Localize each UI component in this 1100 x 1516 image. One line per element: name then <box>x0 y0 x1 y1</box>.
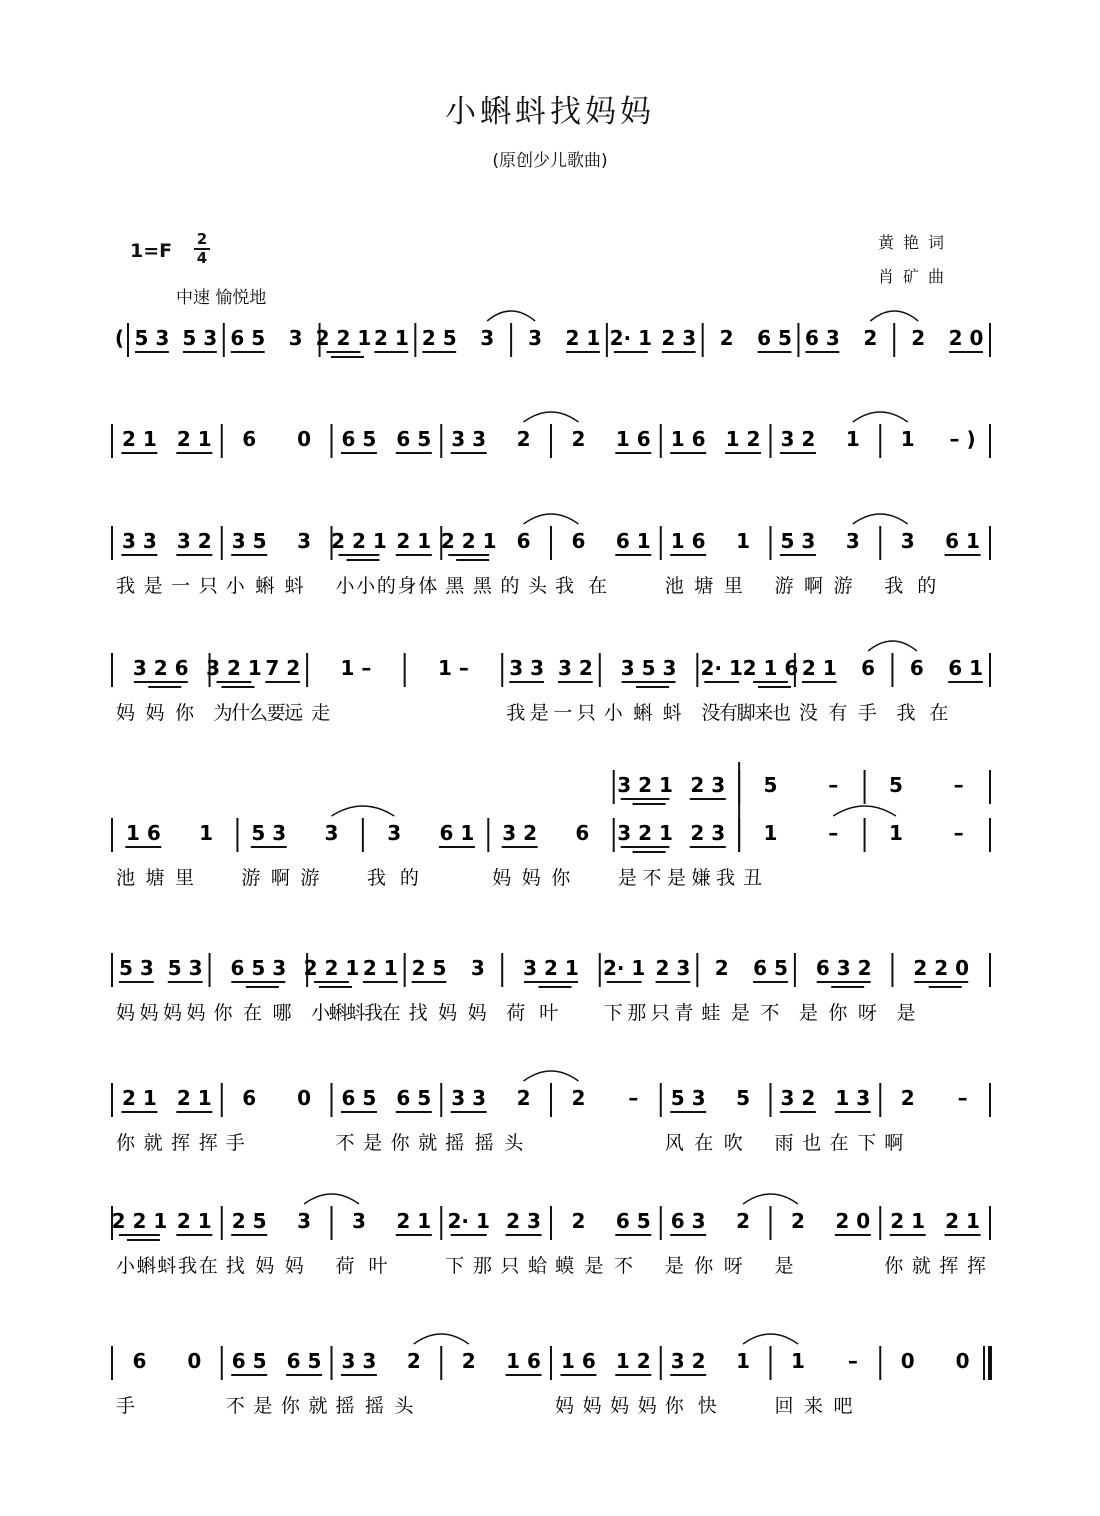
lyric-text: 摇摇头 <box>335 1395 414 1417</box>
beat-notes: – <box>628 1086 639 1110</box>
beat-notes: 3 <box>900 529 915 553</box>
beat-notes: 5 <box>888 773 903 797</box>
lyric-text: 我的 <box>884 575 937 597</box>
beat-notes: 1 <box>736 529 751 553</box>
beat-notes: 1 2 <box>615 1349 651 1373</box>
beat-notes: 2 2 0 <box>913 956 970 980</box>
lyric-text: 为什么要远 <box>213 702 304 724</box>
beat-notes: – ) <box>949 427 976 451</box>
beat-notes: 0 <box>900 1349 915 1373</box>
tie-arc <box>524 514 579 524</box>
beat-notes: 2 <box>714 956 729 980</box>
beat-notes: 6 5 <box>231 1349 267 1373</box>
tie-arc <box>743 1194 798 1204</box>
beat-notes: 6 3 <box>670 1209 706 1233</box>
lyric-text: 妈妈妈妈 <box>555 1395 657 1417</box>
beat-notes: 2 <box>516 427 531 451</box>
beat-notes: 2 1 <box>396 1209 432 1233</box>
lyric-text: 我的 <box>366 867 419 889</box>
beat-notes: 1 – <box>437 656 469 680</box>
beat-notes: 2 3 <box>655 956 691 980</box>
beat-notes: 2 2 1 <box>331 529 387 553</box>
beat-notes: 6 1 <box>945 529 980 553</box>
lyric-text: 小小的身体 <box>335 575 438 597</box>
lyric-text: 摇摇头 <box>445 1132 524 1154</box>
beat-notes: 2 1 <box>122 1086 157 1110</box>
beat-notes: 6 3 <box>804 326 840 350</box>
beat-notes: – <box>828 821 839 845</box>
lyric-text: 是你呀 <box>664 1255 743 1277</box>
beat-notes: 1 <box>736 1349 751 1373</box>
beat-notes: 1 3 <box>835 1086 871 1110</box>
beat-notes: 2 <box>736 1209 751 1233</box>
beat-notes: 2 1 <box>176 1086 212 1110</box>
beat-notes: 5 <box>736 1086 751 1110</box>
beat-notes: 2 5 <box>231 1209 267 1233</box>
lyric-text: 没有脚来也 <box>701 702 791 724</box>
lyric-text: 小蝌蚪 <box>225 575 304 597</box>
beat-notes: 3 2 1 <box>617 773 673 797</box>
beat-notes: 6 5 <box>341 427 377 451</box>
beat-notes: 3 2 1 <box>206 656 262 680</box>
beat-notes: 6 5 <box>396 1086 432 1110</box>
lyric-text: 你快 <box>664 1395 717 1417</box>
tie-arc <box>524 1071 579 1081</box>
time-signature-top: 2 <box>196 230 208 248</box>
composer-credit: 肖矿曲 <box>878 267 954 286</box>
beat-notes: 3 <box>387 821 402 845</box>
lyric-text: 回来吧 <box>774 1395 853 1417</box>
lyric-text: 我在 <box>896 702 949 724</box>
beat-notes: – <box>847 1349 858 1373</box>
lyric-text: 丑 <box>743 867 763 889</box>
beat-notes: 2 1 <box>565 326 601 350</box>
beat-notes: 3 2 1 <box>617 821 673 845</box>
beat-notes: 2 <box>571 1086 586 1110</box>
beat-notes: 3 <box>470 956 485 980</box>
lyric-text: 雨也在下 <box>774 1132 877 1154</box>
lyric-text: 黑黑的头 <box>445 575 547 597</box>
beat-notes: 1 6 <box>670 427 706 451</box>
beat-notes: 2 1 <box>122 427 157 451</box>
beat-notes: 6 5 <box>753 956 788 980</box>
beat-notes: 3 <box>297 529 312 553</box>
beat-notes: 2 2 1 <box>440 529 497 553</box>
beat-notes: 2 <box>461 1349 476 1373</box>
beat-notes: 2 1 <box>945 1209 980 1233</box>
beat-notes: 6 5 <box>341 1086 377 1110</box>
beat-notes: 2 3 <box>690 821 726 845</box>
beat-notes: 2 5 <box>411 956 447 980</box>
beat-notes: 5 <box>763 773 778 797</box>
beat-notes: 3 5 3 <box>620 656 677 680</box>
beat-notes: 6 5 <box>615 1209 651 1233</box>
beat-notes: 2 0 <box>835 1209 871 1233</box>
beat-notes: 3 <box>351 1209 366 1233</box>
beat-notes: 3 <box>845 529 860 553</box>
beat-notes: 6 <box>242 1086 257 1110</box>
beat-notes: 1 6 <box>125 821 161 845</box>
beat-notes: 6 <box>909 656 924 680</box>
beat-notes: 3 3 <box>122 529 157 553</box>
beat-notes: 2 2 1 <box>315 326 372 350</box>
beat-notes: 1 <box>199 821 214 845</box>
beat-notes: 2 2 1 <box>303 956 360 980</box>
tie-arc <box>414 1334 469 1344</box>
lyric-text: 我在 <box>555 575 607 597</box>
lyric-text: 我是一只 <box>506 702 596 724</box>
lyric-text: 是 <box>774 1255 794 1277</box>
beat-notes: 2 3 <box>661 326 697 350</box>
beat-notes: – <box>957 1086 968 1110</box>
beat-notes: 1 <box>763 821 778 845</box>
beat-notes: 3 <box>324 821 339 845</box>
beat-notes: 3 2 <box>557 656 593 680</box>
beat-notes: 6 1 <box>615 529 651 553</box>
beat-notes: 2 1 <box>801 656 837 680</box>
beat-notes: – <box>953 773 964 797</box>
beat-notes: 1 6 <box>506 1349 541 1373</box>
tie-arc <box>743 1334 798 1344</box>
tie-arc <box>304 1194 359 1204</box>
beat-notes: 2 5 <box>421 326 457 350</box>
beat-notes: 6 <box>516 529 531 553</box>
beat-notes: 6 <box>861 656 876 680</box>
tie-arc <box>524 412 579 422</box>
beat-notes: – <box>953 821 964 845</box>
beat-notes: – <box>828 773 839 797</box>
beat-notes: 0 <box>187 1349 202 1373</box>
beat-notes: 6 5 <box>757 326 792 350</box>
beat-notes: 3 3 <box>341 1349 377 1373</box>
beat-notes: 1 6 <box>670 529 706 553</box>
lyric-text: 妈妈你 <box>492 867 571 889</box>
beat-notes: 3 2 6 <box>132 656 189 680</box>
beat-notes: 1 <box>790 1349 805 1373</box>
lyric-text: 下那只青 <box>603 1002 694 1024</box>
tie-arc <box>868 641 917 651</box>
beat-notes: 3 2 <box>780 427 816 451</box>
beat-notes: 2 2 1 <box>111 1209 168 1233</box>
beat-notes: 2 <box>790 1209 805 1233</box>
beat-notes: 3 <box>297 1209 312 1233</box>
beat-notes: 1 <box>900 427 915 451</box>
song-title: 小蝌蚪找妈妈 <box>445 94 655 130</box>
beat-notes: 5 3 <box>182 326 218 350</box>
lyric-text: 小蝌蚪我在 <box>311 1002 401 1024</box>
beat-notes: 2 <box>719 326 734 350</box>
lyric-text: 池塘里 <box>664 575 743 597</box>
beat-notes: 3 2 <box>670 1349 706 1373</box>
beat-notes: 5 3 <box>134 326 170 350</box>
beat-notes: 3 <box>480 326 495 350</box>
beat-notes: 6 5 <box>230 326 266 350</box>
beat-notes: 2 <box>516 1086 531 1110</box>
lyric-text: 妈妈妈妈 <box>116 1002 206 1024</box>
beat-notes: 3 3 <box>509 656 545 680</box>
lyric-text: 下那只蛤 <box>445 1255 547 1277</box>
tie-arc <box>853 412 908 422</box>
beat-notes: 5 3 <box>670 1086 706 1110</box>
song-subtitle: (原创少儿歌曲) <box>492 151 608 171</box>
tempo-marking: 中速 愉悦地 <box>176 288 267 308</box>
beat-notes: 2 1 <box>373 326 409 350</box>
lyric-text: 你在哪 <box>213 1002 292 1024</box>
lyric-text: 手 <box>116 1395 136 1417</box>
beat-notes: 3 2 <box>176 529 212 553</box>
beat-notes: 2 <box>900 1086 915 1110</box>
beat-notes: 3 2 <box>502 821 538 845</box>
lyric-text: 荷叶 <box>335 1255 388 1277</box>
lyric-text: 是 <box>896 1002 916 1024</box>
beat-notes: 1 6 <box>561 1349 596 1373</box>
lyric-text: 蟆是不 <box>555 1255 633 1277</box>
beat-notes: 6 5 <box>286 1349 322 1373</box>
beat-notes: 1 6 <box>615 427 651 451</box>
lyric-text: 走 <box>311 702 331 724</box>
beat-notes: 2 1 6 <box>742 656 799 680</box>
beat-notes: 6 3 2 <box>815 956 872 980</box>
beat-notes: 5 3 <box>780 529 816 553</box>
lyric-text: 我是一只 <box>116 575 218 597</box>
beat-notes: 3 <box>288 326 303 350</box>
beat-notes: 0 <box>297 427 312 451</box>
lyric-text: 妈妈你 <box>116 702 194 724</box>
beat-notes: 7 2 <box>265 656 301 680</box>
beat-notes: 2 1 <box>176 427 212 451</box>
tie-arc <box>870 311 918 321</box>
beat-notes: 6 5 <box>396 427 432 451</box>
beat-notes: 1 <box>888 821 903 845</box>
beat-notes: 6 5 3 <box>230 956 287 980</box>
beat-notes: 1 <box>845 427 860 451</box>
beat-notes: 6 1 <box>439 821 475 845</box>
beat-notes: 2· 1 <box>447 1209 490 1233</box>
beat-notes: 0 <box>955 1349 970 1373</box>
beat-notes: 3 3 <box>451 1086 487 1110</box>
beat-notes: 2 <box>911 326 926 350</box>
beat-notes: 6 <box>242 427 257 451</box>
tie-arc <box>833 806 896 816</box>
beat-notes: 1 – <box>340 656 372 680</box>
lyric-text: 池塘里 <box>116 867 194 889</box>
lyric-text: 手 <box>225 1132 245 1154</box>
beat-notes: 3 2 1 <box>523 956 579 980</box>
lyric-text: 游啊游 <box>241 867 320 889</box>
beat-notes: 2 3 <box>690 773 726 797</box>
lyric-text: 找妈妈 <box>225 1255 304 1277</box>
lyric-text: 你就挥挥 <box>116 1132 218 1154</box>
beat-notes: 3 5 <box>231 529 267 553</box>
lyric-text: 小蝌蚪 <box>603 702 682 724</box>
lyric-text: 游啊游 <box>774 575 853 597</box>
beat-notes: 3 3 <box>451 427 487 451</box>
beat-notes: 3 <box>528 326 543 350</box>
lyric-text: 啊 <box>884 1132 904 1154</box>
tie-arc <box>853 514 908 524</box>
bracket-open: ( <box>114 326 124 350</box>
beat-notes: 2 0 <box>948 326 984 350</box>
beat-notes: 6 <box>575 821 590 845</box>
lyric-text: 风在吹 <box>664 1132 743 1154</box>
beat-notes: 2· 1 <box>700 656 743 680</box>
beat-notes: 2 1 <box>362 956 398 980</box>
beat-notes: 5 3 <box>251 821 287 845</box>
lyric-text: 是你呀 <box>798 1002 877 1024</box>
beat-notes: 2 <box>863 326 878 350</box>
beat-notes: 1 2 <box>725 427 761 451</box>
tie-arc <box>332 806 395 816</box>
beat-notes: 2 <box>571 427 586 451</box>
lyric-text: 找妈妈 <box>408 1002 487 1024</box>
beat-notes: 2 <box>406 1349 421 1373</box>
key-signature: 1=F <box>130 240 173 262</box>
beat-notes: 5 3 <box>167 956 203 980</box>
tie-arc <box>487 311 535 321</box>
beat-notes: 2· 1 <box>602 956 646 980</box>
lyric-text: 荷叶 <box>506 1002 559 1024</box>
beat-notes: 2· 1 <box>609 326 653 350</box>
lyric-text: 是不是嫌我 <box>617 867 736 889</box>
lyric-text: 不是你就 <box>225 1395 328 1417</box>
beat-notes: 2 <box>571 1209 586 1233</box>
lyric-text: 小蝌蚪我在 <box>116 1255 218 1277</box>
beat-notes: 6 <box>132 1349 147 1373</box>
lyric-text: 没有手 <box>798 702 877 724</box>
beat-notes: 2 3 <box>506 1209 541 1233</box>
time-signature-bottom: 4 <box>196 249 208 267</box>
beat-notes: 3 2 <box>780 1086 816 1110</box>
beat-notes: 6 1 <box>948 656 984 680</box>
beat-notes: 5 3 <box>118 956 154 980</box>
lyric-text: 蛙是不 <box>701 1002 780 1024</box>
beat-notes: 2 1 <box>176 1209 212 1233</box>
beat-notes: 2 1 <box>890 1209 926 1233</box>
beat-notes: 2 1 <box>396 529 432 553</box>
lyricist-credit: 黄艳词 <box>878 233 954 252</box>
beat-notes: 0 <box>297 1086 312 1110</box>
lyric-text: 不是你就 <box>335 1132 438 1154</box>
lyric-text: 你就挥挥 <box>884 1255 986 1277</box>
beat-notes: 6 <box>571 529 586 553</box>
